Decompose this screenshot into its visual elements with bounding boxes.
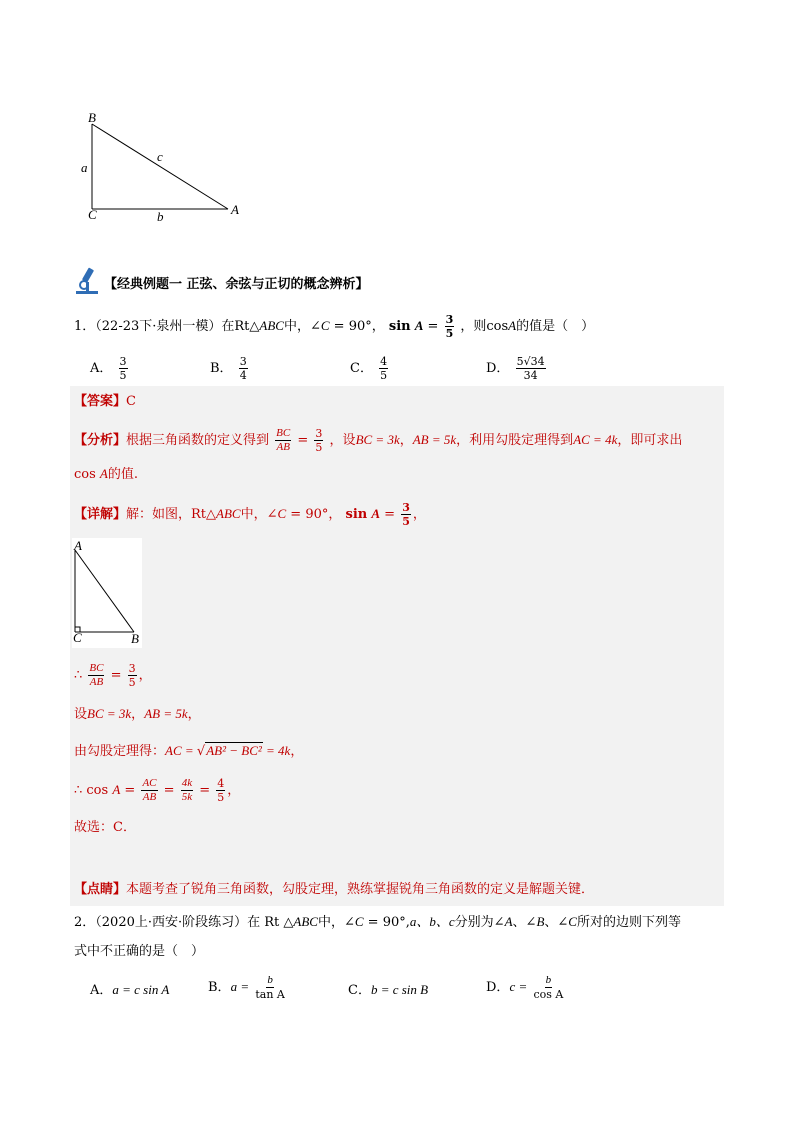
fig2-vertex-a: A xyxy=(74,538,82,553)
step-5: 故选：C． xyxy=(74,820,136,835)
q2-option-d[interactable]: D．c = $\frac{b}{\text{cos A}}$ xyxy=(486,974,564,1001)
q2-option-b[interactable]: B．a = $\frac{b}{\text{tan A}}$ xyxy=(208,974,285,1001)
microscope-icon xyxy=(72,265,102,297)
analysis-line-1: 【分析】根据三角函数的定义得到 $\frac{BC}{AB}$ = $\frac{3}{5}$ ，设BC = 3k，AB = 5k，利用勾股定理得到AC = 4k，即可求出 xyxy=(74,427,683,454)
question-2-line-2: 式中不正确的是（ ） xyxy=(74,944,205,959)
detail-line: 【详解】解：如图，Rt△ABC中，∠C = 90°， sin A = $\frac{3}{5}$ ， xyxy=(74,501,426,528)
q2-option-a[interactable]: A．a = c sin A xyxy=(90,982,170,998)
answer-line: 【答案】C xyxy=(74,394,136,409)
q1-option-b[interactable]: B． $\frac{3}{4}$ xyxy=(210,355,247,382)
fig2-vertex-b: B xyxy=(131,631,139,646)
analysis-line-2: cos A的值. xyxy=(74,466,139,482)
question-1-stem: 1．（22-23下·泉州一模）在Rt△ABC中，∠C = 90°， sin A = $\frac{3}{5}$ ，则cosA的值是（ ） xyxy=(74,313,595,340)
comment-line: 【点睛】本题考查了锐角三角函数，勾股定理，熟练掌握锐角三角函数的定义是解题关键． xyxy=(74,882,595,897)
side-c-label: c xyxy=(157,149,163,164)
step-2: 设BC = 3k，AB = 5k， xyxy=(74,706,201,722)
triangle-figure-1 xyxy=(80,108,250,228)
q1-option-c[interactable]: C． $\frac{4}{5}$ xyxy=(350,355,388,382)
fig2-vertex-c: C xyxy=(73,630,82,645)
q1-option-d[interactable]: D． $\frac{5√34}{34}$ xyxy=(486,355,545,382)
step-1: ∴ $\frac{BC}{AB}$ = $\frac{3}{5}$ ， xyxy=(74,662,152,689)
vertex-a-label: A xyxy=(231,202,239,217)
sin-value-fraction: $\frac{3}{5}$ xyxy=(445,313,454,340)
step-4: ∴ cos A = $\frac{AC}{AB}$ = $\frac{4k}{5k}$ = $\frac{4}{5}$ ， xyxy=(74,777,241,804)
q2-option-c[interactable]: C．b = c sin B xyxy=(348,982,429,998)
solution-box xyxy=(70,386,724,906)
section-title: 【经典例题一 正弦、余弦与正切的概念辨析】 xyxy=(104,277,369,292)
side-a-label: a xyxy=(81,160,88,175)
q1-option-a[interactable]: A． $\frac{3}{5}$ xyxy=(90,355,127,382)
vertex-c-label: C xyxy=(88,207,97,222)
question-2-line-1: 2．（2020上·西安·阶段练习）在 Rt △ABC中，∠C = 90°,a、b、c分别为∠A、∠B、∠C所对的边则下列等 xyxy=(74,914,681,930)
side-b-label: b xyxy=(157,209,164,224)
vertex-b-label: B xyxy=(88,110,96,125)
step-3: 由勾股定理得：AC = √AB² − BC² = 4k， xyxy=(74,743,304,759)
